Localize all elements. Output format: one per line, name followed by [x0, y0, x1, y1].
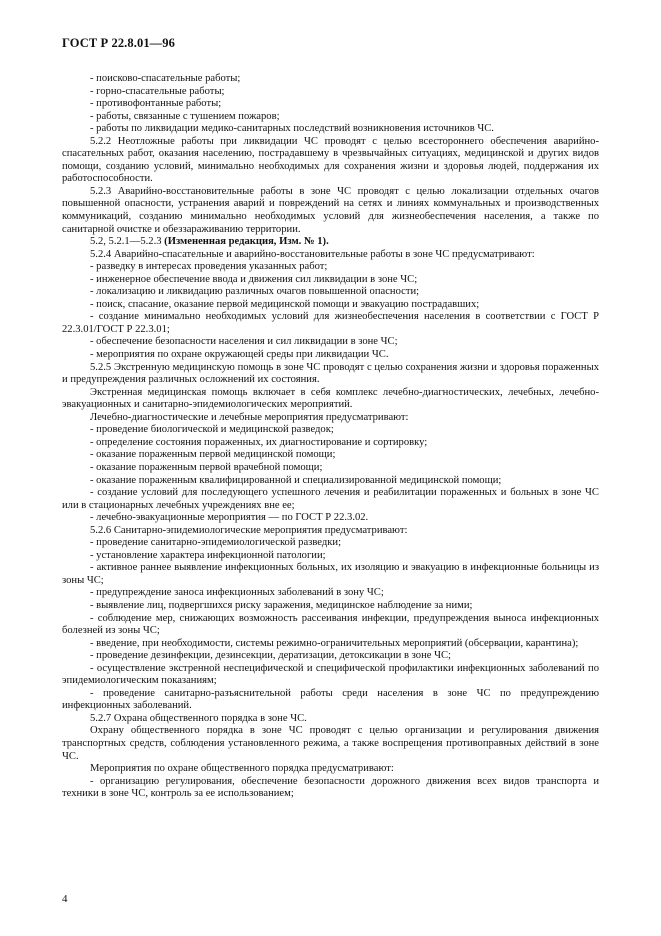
list-item: - обеспечение безопасности населения и сил ликвидации в зоне ЧС;	[90, 336, 398, 348]
list-item: - проведение санитарно-разъяснительной работы среди населения в зоне ЧС по предупреждению инфекционных заболеваний.	[62, 687, 599, 712]
list-item: - работы, связанные с тушением пожаров;	[90, 110, 280, 122]
amendment-label: (Измененная редакция, Изм. № 1).	[164, 236, 329, 248]
list-item: - оказание пораженным первой медицинской помощи;	[90, 449, 336, 461]
list-item: - противофонтанные работы;	[90, 98, 222, 110]
list-item: - инженерное обеспечение ввода и движения сил ликвидации в зоне ЧС;	[90, 273, 418, 285]
list-item: - введение, при необходимости, системы режимно-ограничительных мероприятий (обсервации, карантина);	[90, 637, 579, 649]
list-item: - локализацию и ликвидацию различных очагов повышенной опасности;	[90, 286, 420, 298]
paragraph-5-2-6: 5.2.6 Санитарно-эпидемиологические мероприятия предусматривают:	[90, 524, 408, 536]
list-item: - поисково-спасательные работы;	[90, 73, 241, 84]
list-item: - установление характера инфекционной патологии;	[90, 549, 326, 561]
list-item: - мероприятия по охране окружающей среды при ликвидации ЧС.	[90, 349, 389, 361]
list-item: - соблюдение мер, снижающих возможность рассеивания инфекции, предупреждения выноса инфекционных болезней из зоны ЧС;	[62, 612, 599, 637]
paragraph-5-2-7: 5.2.7 Охрана общественного порядка в зоне ЧС.	[90, 712, 307, 724]
paragraph: Мероприятия по охране общественного порядка предусматривают:	[90, 763, 394, 775]
list-item: - создание условий для последующего успешного лечения и реабилитации пораженных и больных в зоне ЧС или в стационарных лечебных учреждениях вне ее;	[62, 487, 599, 511]
paragraph-5-2-3: 5.2.3 Аварийно-восстановительные работы в зоне ЧС проводят с целью локализации отдельных очагов повышенной опасности, устранения аварий и повреждений на сетях и линиях коммунальных и производственных коммуникаций, созданию минимально необходимых условий для жизнеобеспечения населения, а также по санитарной очистке и обеззараживанию территории.	[62, 185, 599, 235]
list-item: - выявление лиц, подвергшихся риску заражения, медицинское наблюдение за ними;	[90, 599, 473, 611]
paragraph: Охрану общественного порядка в зоне ЧС проводят с целью организации и регулирования движения транспортных средств, соблюдения установленного режима, а также воспрещения противоправных действий в зоне ЧС.	[62, 725, 599, 762]
list-item: - проведение санитарно-эпидемиологической разведки;	[90, 537, 342, 549]
document-header: ГОСТ Р 22.8.01—96	[62, 36, 175, 50]
list-item: - оказание пораженным квалифицированной и специализированной медицинской помощи;	[90, 474, 502, 486]
amendment-note	[62, 236, 599, 249]
list-item: - предупреждение заноса инфекционных заболеваний в зону ЧС;	[90, 587, 384, 599]
document-body	[62, 73, 599, 801]
paragraph-5-2-5: 5.2.5 Экстренную медицинскую помощь в зоне ЧС проводят с целью сохранения жизни и здоровья пораженных и предупреждения различных осложнений их состояния.	[62, 361, 599, 386]
amendment-reference: 5.2, 5.2.1—5.2.3	[90, 236, 162, 248]
list-item: - организацию регулирования, обеспечение безопасности дорожного движения всех видов транспорта и техники в зоне ЧС, контроль за ее использованием;	[62, 775, 599, 800]
list-item: - поиск, спасание, оказание первой медицинской помощи и эвакуацию пострадавших;	[90, 298, 480, 310]
list-item: - создание минимально необходимых условий для жизнеобеспечения населения в соответствии с ГОСТ Р 22.3.01/ГОСТ Р 22.3.01;	[62, 311, 599, 335]
list-item: - проведение биологической и медицинской разведок;	[90, 424, 334, 436]
paragraph: Экстренная медицинская помощь включает в себя комплекс лечебно-диагностических, лечебных, лечебно-эвакуационных и санитарно-эпидемиологических мероприятий.	[62, 386, 599, 411]
list-item: - разведку в интересах проведения указанных работ;	[90, 261, 328, 273]
paragraph-5-2-4: 5.2.4 Аварийно-спасательные и аварийно-восстановительные работы в зоне ЧС предусматривают:	[90, 248, 535, 260]
list-item: - осуществление экстренной неспецифической и специфической профилактики инфекционных заболеваний по эпидемиологическим показаниям;	[62, 662, 599, 687]
list-item: - лечебно-эвакуационные мероприятия — по ГОСТ Р 22.3.02.	[90, 512, 369, 524]
list-item: - определение состояния пораженных, их диагностирование и сортировку;	[90, 436, 428, 448]
page-number: 4	[62, 893, 68, 905]
list-item: - горно-спасательные работы;	[90, 85, 225, 97]
paragraph: Лечебно-диагностические и лечебные мероприятия предусматривают:	[90, 411, 409, 423]
paragraph-5-2-2: 5.2.2 Неотложные работы при ликвидации ЧС проводят с целью всестороннего обеспечения аварийно-спасательных работ, оказания населению, пострадавшему в чрезвычайных ситуациях, медицинской и других видов помощи, созданию условий, минимально необходимых для сохранения жизни и здоровья людей, поддержания их работоспособности.	[62, 135, 599, 185]
list-item: - работы по ликвидации медико-санитарных последствий возникновения источников ЧС.	[90, 123, 494, 135]
list-item: - проведение дезинфекции, дезинсекции, дератизации, детоксикации в зоне ЧС;	[90, 650, 451, 662]
list-item: - оказание пораженным первой врачебной помощи;	[90, 461, 323, 473]
list-item: - активное раннее выявление инфекционных больных, их изоляцию и эвакуацию в инфекционные больницы из зоны ЧС;	[62, 562, 599, 586]
